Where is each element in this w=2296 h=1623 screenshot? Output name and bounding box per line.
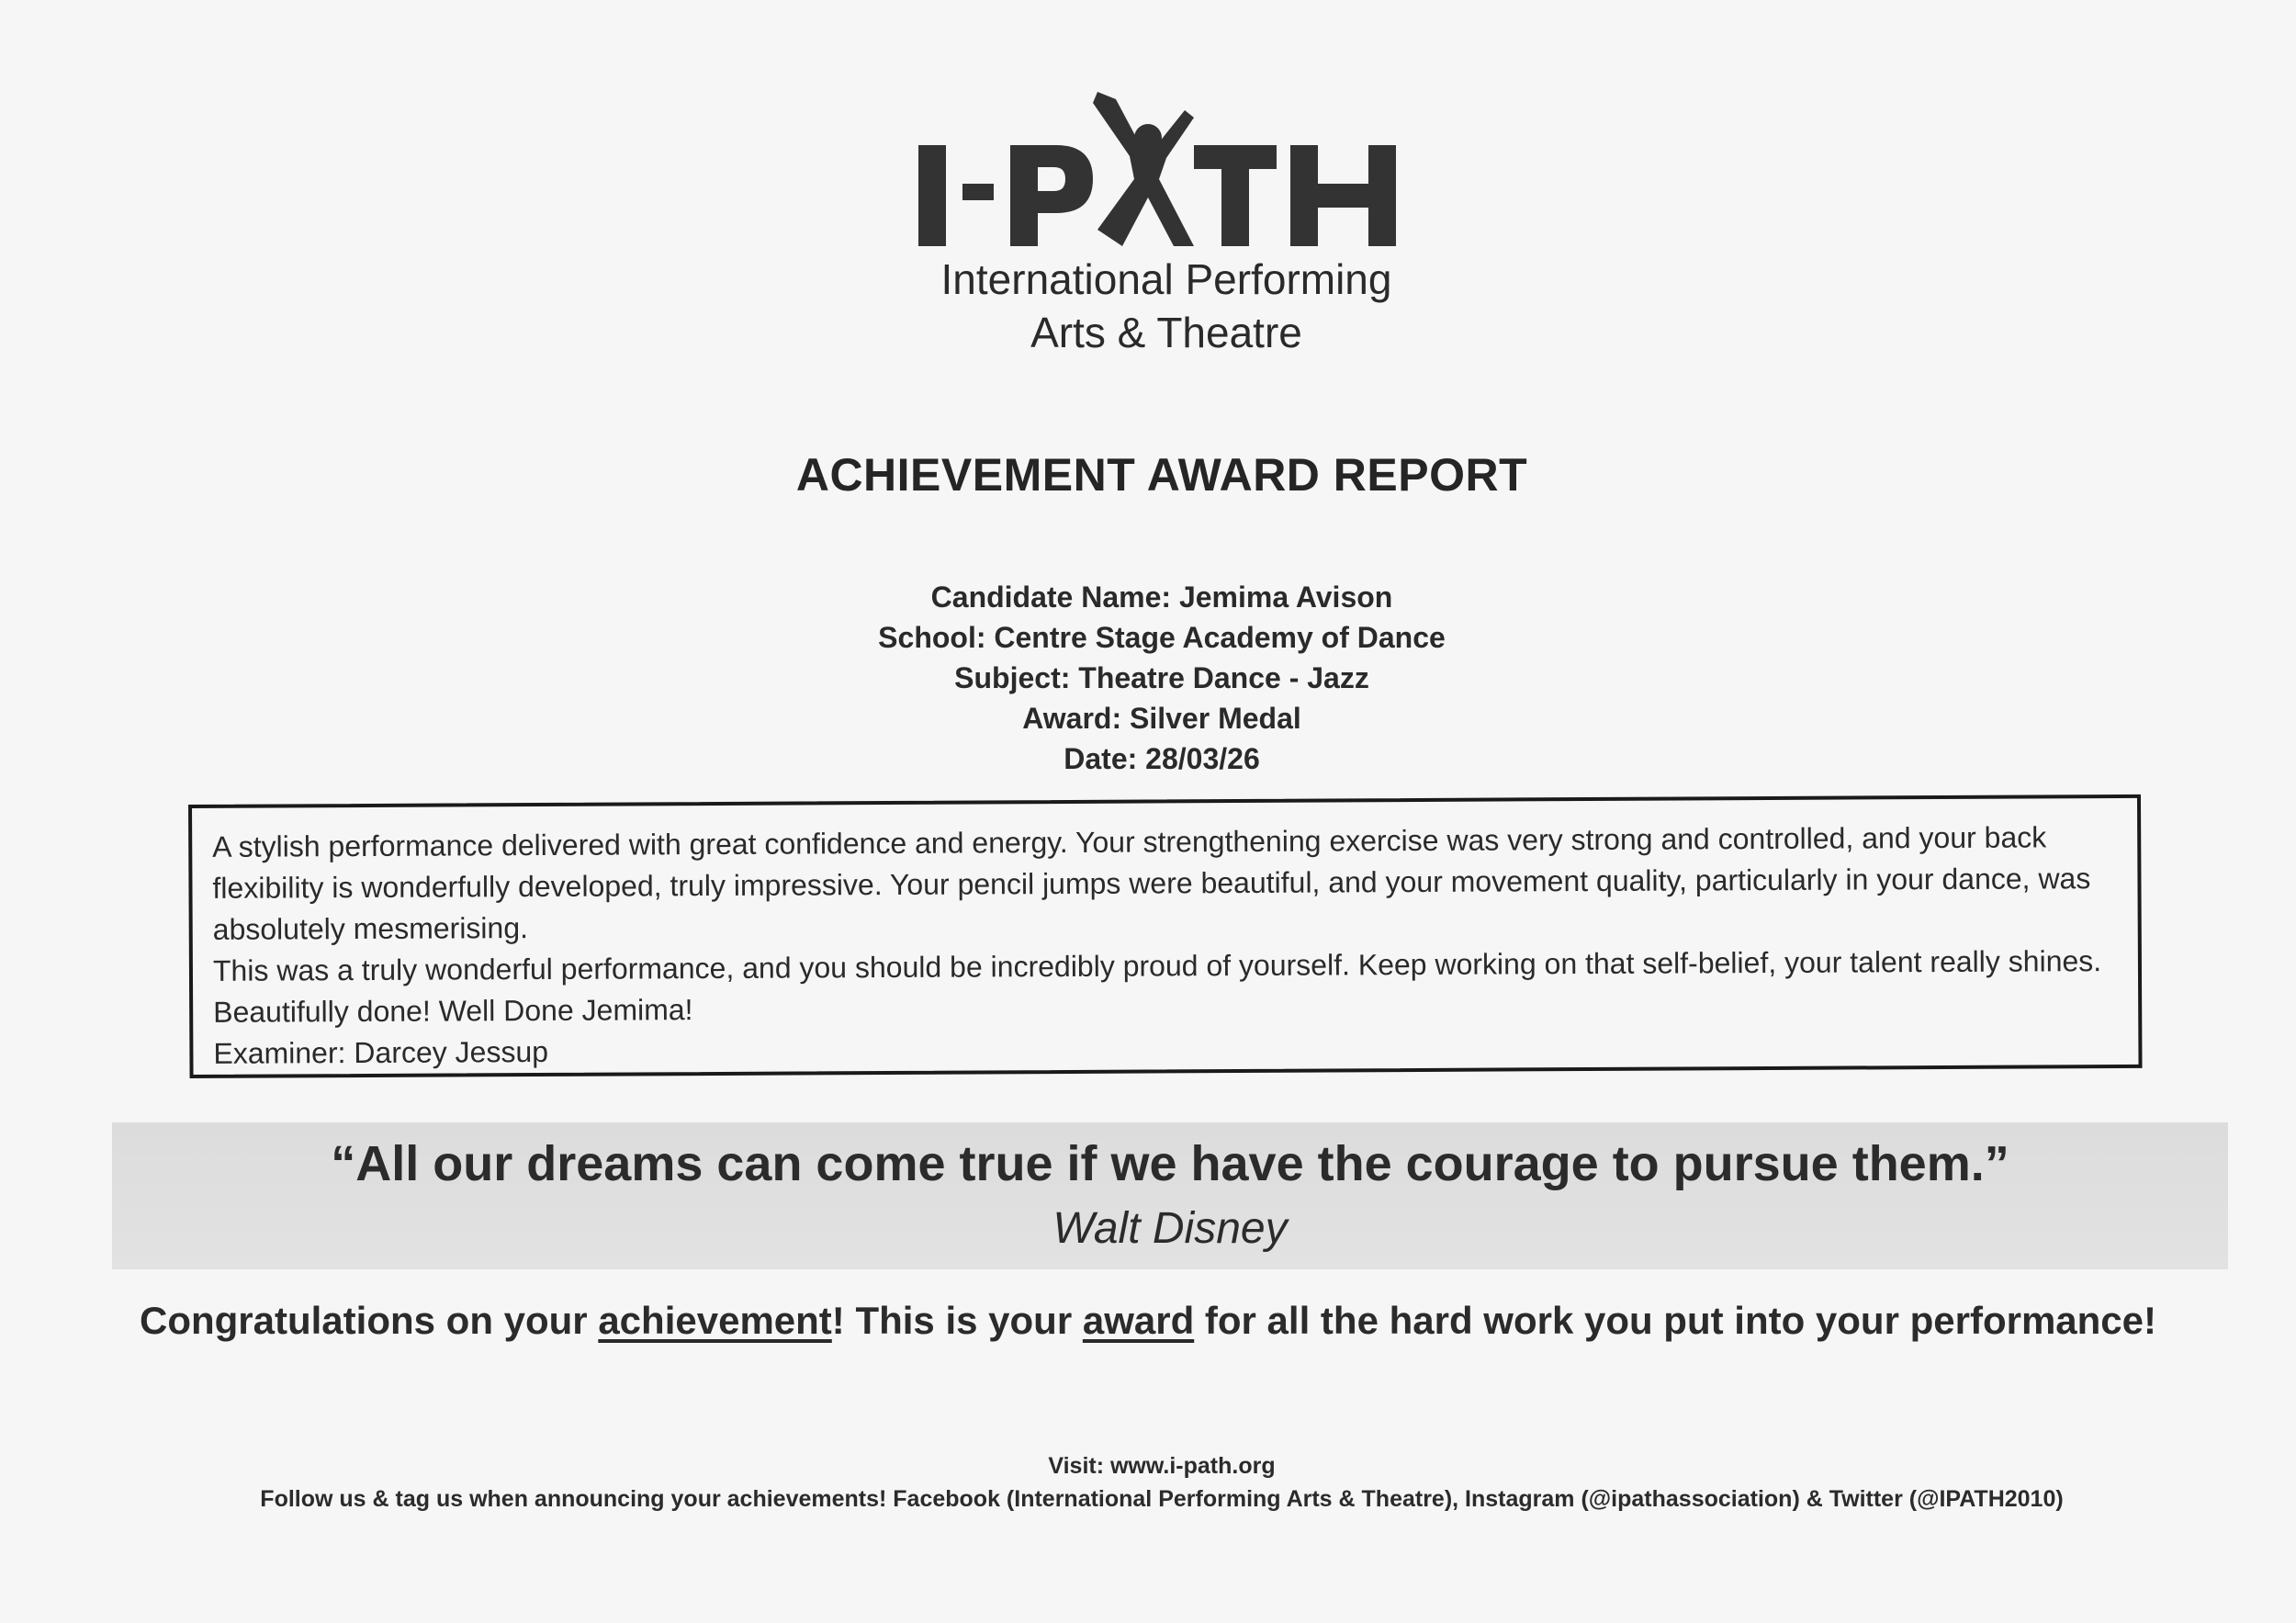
logo-letter-t — [1194, 145, 1277, 246]
date: Date: 28/03/26 — [1064, 742, 1260, 775]
i-path-logo — [918, 92, 1414, 257]
visit-website: Visit: www.i-path.org — [1048, 1453, 1276, 1479]
quote-author: Walt Disney — [1052, 1204, 1288, 1253]
comment-paragraph-1: A stylish performance delivered with great confidence and energy. Your strengthening exercise was very strong and controlled, and your back flexibility is wonderfully developed, truly impressive. Your pencil jumps were beautiful, and your movement quality, particularly in your dance, was absolutely mesmerising. — [212, 820, 2091, 946]
quote-text: “All our dreams can come true if we have the courage to pursue them.” — [331, 1136, 2009, 1191]
candidate-details — [735, 577, 1589, 779]
logo-letter-i — [918, 145, 946, 246]
congratulations-message — [92, 1299, 2204, 1343]
logo-letter-p — [1010, 145, 1093, 246]
congrats-part-1: Congratulations on your — [140, 1299, 599, 1342]
comment-paragraph-2: This was a truly wonderful performance, and you should be incredibly proud of yourself. Keep working on that self-belief, your talent really shines. Beautifully done! Well Done Jemima! — [212, 944, 2102, 1029]
congrats-achievement-word: achievement — [598, 1299, 832, 1342]
candidate-name: Candidate Name: Jemima Avison — [930, 580, 1393, 614]
congrats-part-2: ! This is your — [831, 1299, 1083, 1342]
congrats-part-3: for all the hard work you put into your performance! — [1194, 1299, 2156, 1342]
logo-dash — [962, 184, 994, 200]
subject: Subject: Theatre Dance - Jazz — [954, 661, 1369, 694]
logo-subtitle-line1: International Performing — [940, 255, 1392, 303]
school-name: School: Centre Stage Academy of Dance — [878, 621, 1446, 654]
quote-band — [112, 1122, 2228, 1269]
logo-subtitle-line2: Arts & Theatre — [1030, 309, 1302, 356]
logo-dancer-figure — [1093, 92, 1194, 246]
examiner-comments-box — [188, 795, 2143, 1078]
congrats-award-word: award — [1082, 1299, 1195, 1342]
logo-letter-h — [1290, 145, 1396, 246]
examiner-name: Examiner: Darcey Jessup — [213, 1034, 549, 1070]
award: Award: Silver Medal — [1022, 702, 1301, 735]
follow-social-media: Follow us & tag us when announcing your achievements! Facebook (International Performing Arts & Theatre), Instagram (@ipathassociation) & Twitter (@IPATH2010) — [260, 1486, 2064, 1512]
report-title: ACHIEVEMENT AWARD REPORT — [795, 449, 1528, 501]
